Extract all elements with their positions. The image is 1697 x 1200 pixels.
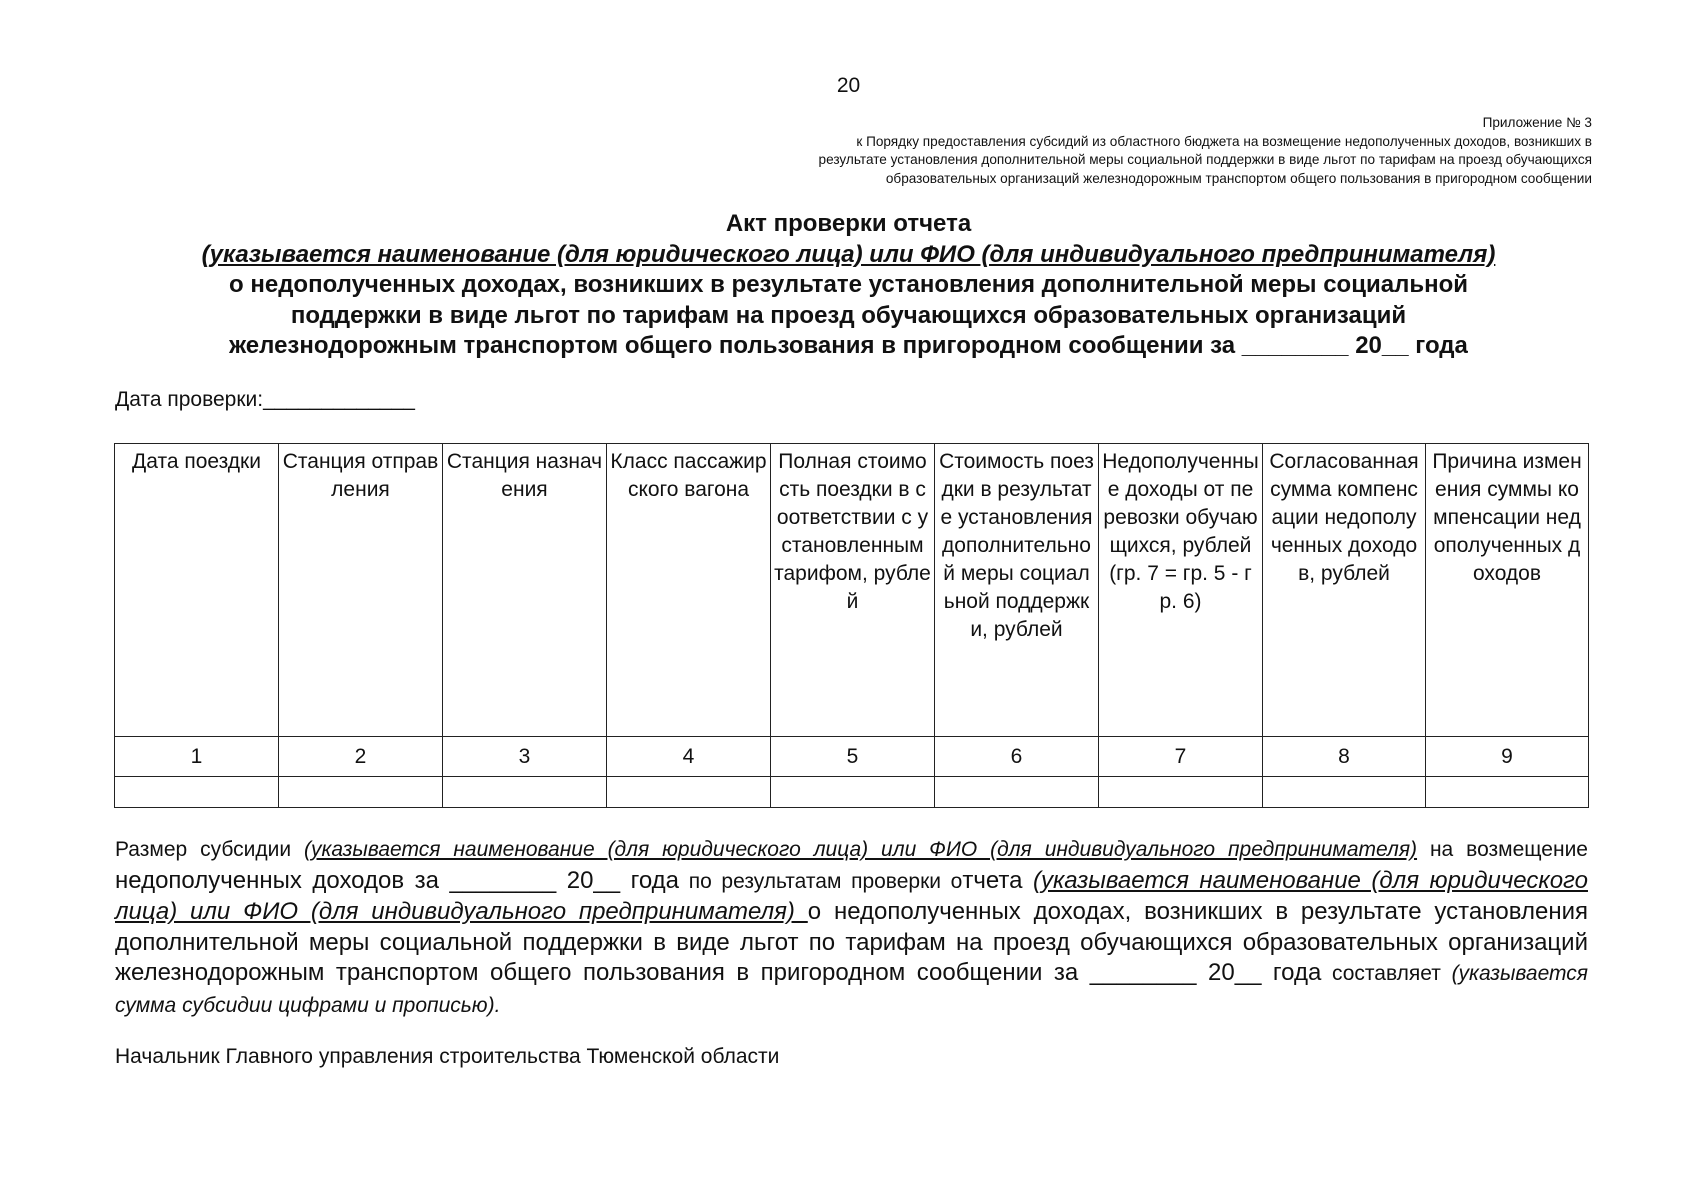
header-cell: Стоимость поездки в результате установления дополнительной меры социальной поддержки, рублей	[935, 444, 1099, 737]
header-cell: Дата поездки	[115, 444, 279, 737]
appendix-line: результате установления дополнительной меры социальной поддержки в виде льгот по тарифам на проезд обучающихся	[818, 152, 1592, 167]
column-number: 9	[1426, 737, 1589, 777]
appendix-line: образовательных организаций железнодорожным транспортом общего пользования в пригородном сообщении	[885, 170, 1592, 186]
subsidy-text: по результатам проверки о	[679, 869, 963, 893]
column-number: 1	[115, 737, 279, 777]
column-number: 8	[1263, 737, 1426, 777]
header-cell: Станция отправления	[279, 444, 443, 737]
empty-cell	[1426, 777, 1589, 808]
header-cell: Станция назначения	[443, 444, 607, 737]
empty-cell	[935, 777, 1099, 808]
header-cell: Согласованная сумма компенсации недополученных доходов, рублей	[1263, 444, 1426, 737]
column-number: 6	[935, 737, 1099, 777]
page-number: 20	[836, 74, 861, 97]
empty-cell	[771, 777, 935, 808]
empty-cell	[115, 777, 279, 808]
subsidy-amount-note: (указывается сумма субсидии цифрами и прописью).	[115, 962, 1589, 1017]
title-line: Акт проверки отчета	[725, 210, 972, 237]
subsidy-text: на возмещение	[1417, 838, 1588, 861]
column-number: 7	[1099, 737, 1263, 777]
subsidy-text: Размер субсидии	[115, 838, 304, 861]
subsidy-paragraph	[115, 834, 1588, 1021]
title-placeholder: (указывается наименование (для юридического лица) или ФИО (для индивидуального предпринимателя)	[201, 240, 1496, 268]
appendix-note	[632, 114, 1592, 188]
title-line: поддержки в виде льгот по тарифам на проезд обучающихся образовательных организаций	[290, 301, 1407, 329]
column-number: 4	[607, 737, 771, 777]
column-number: 2	[279, 737, 443, 777]
empty-cell	[443, 777, 607, 808]
subsidy-text: недополученных доходов за ________ 20__ года	[115, 866, 680, 894]
empty-cell	[607, 777, 771, 808]
empty-cell	[279, 777, 443, 808]
subsidy-text: о недополученных доходах, возникших в результате установления дополнительной меры социальной поддержки в виде льгот по тарифам на проезд обучающихся образовательных организаций железнодорожным транспортом общего пользования в пригородном сообщении за ________ 20__ года	[115, 898, 1588, 986]
column-number: 3	[443, 737, 607, 777]
document-title	[110, 209, 1587, 362]
header-cell: Причина изменения суммы компенсации недополученных доходов	[1426, 444, 1589, 737]
column-number-row	[115, 737, 1589, 777]
title-line: железнодорожным транспортом общего пользования в пригородном сообщении за ________ 20__ года	[229, 332, 1468, 359]
header-cell: Класс пассажирского вагона	[607, 444, 771, 737]
subsidy-placeholder: (указывается наименование (для юридического лица) или ФИО (для индивидуального предпринимателя)	[303, 838, 1418, 861]
subsidy-placeholder: (указывается наименование (для юридического лица) или ФИО (для индивидуального предпринимателя)	[115, 866, 1588, 925]
title-line: о недополученных доходах, возникших в результате установления дополнительной меры социальной	[229, 271, 1468, 298]
signature-line: Начальник Главного управления строительства Тюменской области	[115, 1045, 780, 1068]
header-cell: Недополученные доходы от перевозки обучающихся, рублей (гр. 7 = гр. 5 - гр. 6)	[1099, 444, 1263, 737]
header-cell: Полная стоимость поездки в соответствии с установленным тарифом, рублей	[771, 444, 935, 737]
empty-data-row	[115, 777, 1589, 808]
appendix-line: Приложение № 3	[1482, 115, 1592, 130]
column-number: 5	[771, 737, 935, 777]
empty-cell	[1099, 777, 1263, 808]
empty-cell	[1263, 777, 1426, 808]
appendix-line: к Порядку предоставления субсидий из областного бюджета на возмещение недополученных доходов, возникших в	[856, 133, 1592, 149]
subsidy-text: тчета	[962, 866, 1033, 894]
table-header-row	[115, 444, 1589, 737]
report-table	[114, 443, 1589, 808]
check-date-field: Дата проверки:_____________	[115, 388, 415, 411]
subsidy-text: составляет	[1321, 962, 1452, 985]
